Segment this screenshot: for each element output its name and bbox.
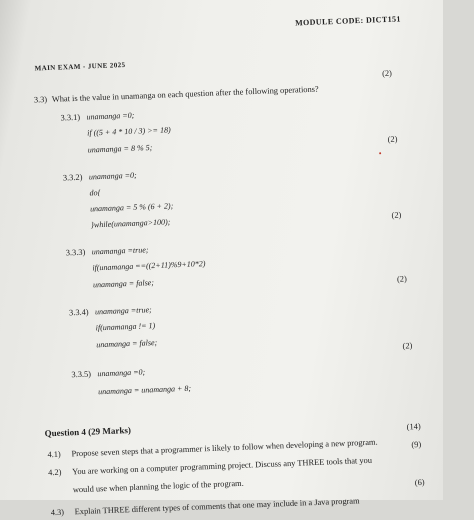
sub-3-3-4-marks: (2) [402,341,413,351]
sub-3-3-2-label: 3.3.2) [62,172,83,183]
sub-3-3-3-line-3: unamanga = false; [92,278,155,290]
question-4-1-number: 4.1) [47,449,61,460]
sub-3-3-5-label: 3.3.5) [71,369,92,380]
question-3-3-number: 3.3) [33,95,48,105]
exam-title: MAIN EXAM - JUNE 2025 [34,61,126,73]
red-ink-dot [379,152,381,154]
sub-3-3-3-line-2: if(unamanga ==((2+11)%9+10*2) [92,259,206,273]
sub-3-3-2-line-2: do{ [89,188,101,198]
question-3-3-text: What is the value in unamanga on each question after the following operations? [51,84,319,104]
question-4-2-number: 4.2) [48,467,62,478]
sub-3-3-4-line-2: if(unamanga != 1) [95,321,156,333]
sub-3-3-2-line-4: }while(unamanga>100); [90,217,171,230]
sub-3-3-2-line-3: unamanga = 5 % (6 + 2); [89,201,174,214]
sub-3-3-3-line-1: unamanga =true; [91,245,149,257]
sub-3-3-4-label: 3.3.4) [68,307,89,318]
question-4-2-text-continued: would use when planning the logic of the program. [72,478,244,495]
sub-3-3-3-marks: (2) [396,274,407,284]
question-4-title: Question 4 (29 Marks) [44,425,132,439]
sub-3-3-5-line-2: unamanga = unamanga + 8; [97,383,192,397]
question-4-1-marks: (14) [406,421,421,432]
question-4-3-number: 4.3) [50,507,65,518]
sub-3-3-4-line-3: unamanga = false; [96,337,158,350]
module-code: MODULE CODE: DICT151 [294,14,401,28]
question-4-2-text: You are working on a computer programming project. Discuss any THREE tools that you [71,455,373,477]
sub-3-3-2-marks: (2) [391,210,402,220]
sub-3-3-4-line-1: unamanga =true; [94,305,152,317]
question-4-3-text: Explain THREE different types of comments that one may include in a Java program [74,496,360,517]
sub-3-3-3-label: 3.3.3) [65,247,86,258]
question-4-1-text: Propose seven steps that a programmer is likely to follow when developing a new program. [71,437,378,459]
sub-3-3-1-line-1: unamanga =0; [86,110,135,122]
sub-3-3-1-line-3: unamanga = 8 % 5; [87,143,153,155]
sub-3-3-5-line-1: unamanga =0; [97,367,146,379]
sub-3-3-1-marks: (2) [387,134,398,144]
sub-3-3-2-line-1: unamanga =0; [88,170,137,182]
sub-3-3-1-label: 3.3.1) [60,112,81,123]
question-4-3-marks: (6) [414,477,425,488]
sub-3-3-1-line-2: if ((5 + 4 * 10 / 3) >= 18) [87,125,171,138]
question-3-3-marks: (2) [381,68,393,79]
question-4-2-marks: (9) [411,439,422,450]
